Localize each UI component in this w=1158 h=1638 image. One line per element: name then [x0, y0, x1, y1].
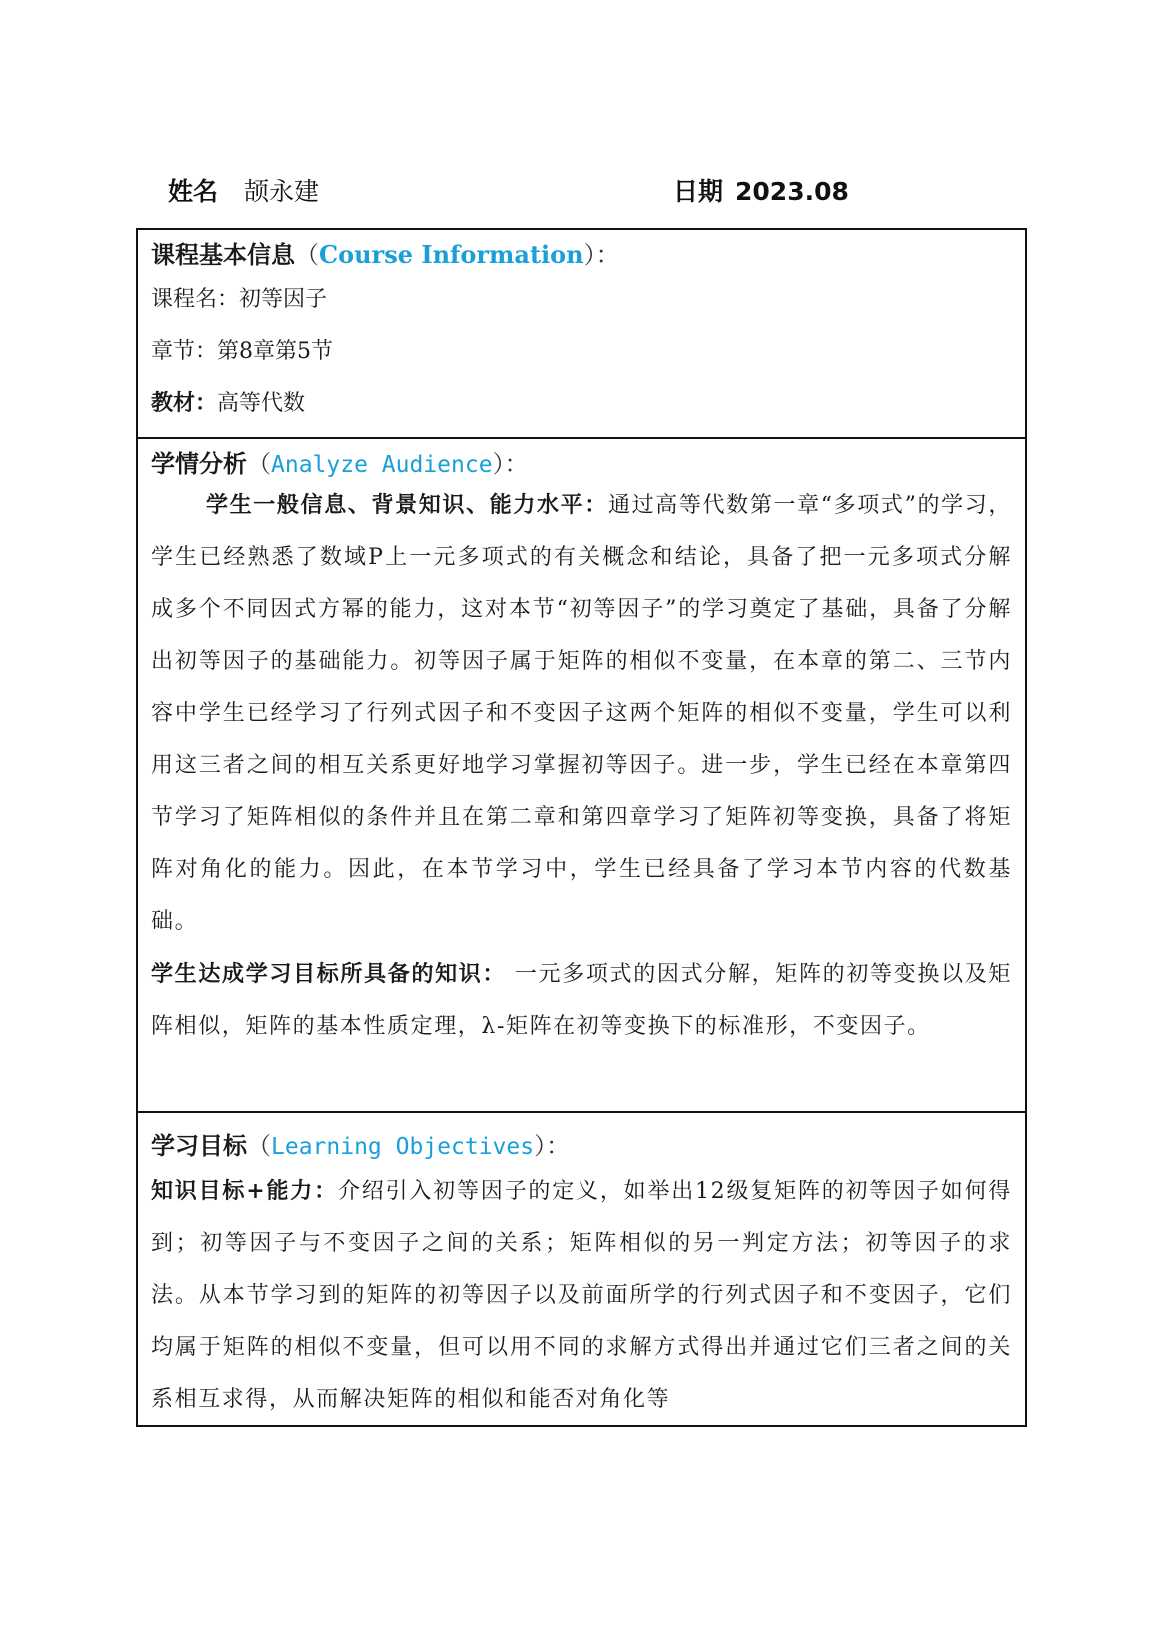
knowledge-objective-paragraph — [151, 1165, 1012, 1426]
date-label: 日期 — [673, 177, 724, 206]
date-value: 2023.08 — [735, 177, 849, 206]
student-background-paragraph — [151, 479, 1012, 948]
textbook-value: 高等代数 — [217, 391, 306, 416]
prerequisite-knowledge-text: 一元多项式的因式分解，矩阵的初等变换以及矩阵相似，矩阵的基本性质定理，λ-矩阵在初等变换下的标准形，不变因子。 — [151, 962, 1012, 1039]
student-background-label: 学生一般信息、背景知识、能力水平： — [206, 492, 608, 518]
name-field — [168, 172, 319, 208]
document-header — [0, 172, 1158, 212]
lesson-plan-table — [136, 228, 1027, 1427]
date-field — [673, 172, 849, 208]
textbook-label: 教材： — [151, 391, 218, 416]
knowledge-objective-label: 知识目标+能力： — [151, 1178, 338, 1204]
audience-analysis-cell — [138, 439, 1025, 1113]
course-name: 课程名：初等因子 — [151, 287, 328, 312]
course-info-title-en: Course Information — [319, 240, 584, 269]
course-info-cell — [138, 230, 1025, 439]
objectives-title: 学习目标（Learning Objectives）： — [151, 1132, 571, 1160]
prerequisite-knowledge-paragraph — [151, 948, 1012, 1053]
name-value: 颉永建 — [244, 177, 320, 206]
objectives-title-en: Learning Objectives — [271, 1134, 535, 1160]
chapter: 章节：第8章第5节 — [151, 339, 333, 364]
audience-title-en: Analyze Audience — [271, 452, 493, 478]
knowledge-objective-text: 介绍引入初等因子的定义，如举出12级复矩阵的初等因子如何得到；初等因子与不变因子之间的关系；矩阵相似的另一判定方法；初等因子的求法。从本节学习到的矩阵的初等因子以及前面所学的行列式因子和不变因子，它们均属于矩阵的相似不变量，但可以用不同的求解方式得出并通过它们三者之间的关系相互求得，从而解决矩阵的相似和能否对角化等 — [151, 1179, 1012, 1412]
textbook — [151, 378, 1012, 430]
learning-objectives-cell — [138, 1113, 1025, 1425]
name-label: 姓名 — [168, 177, 219, 206]
audience-title: 学情分析（Analyze Audience）： — [151, 450, 529, 478]
course-info-title: 课程基本信息（Course Information）： — [151, 240, 620, 269]
prerequisite-knowledge-label: 学生达成学习目标所具备的知识： — [151, 961, 507, 987]
student-background-text: 通过高等代数第一章“多项式”的学习，学生已经熟悉了数域P上一元多项式的有关概念和结论，具备了把一元多项式分解成多个不同因式方幂的能力，这对本节“初等因子”的学习奠定了基础，具备了分解出初等因子的基础能力。初等因子属于矩阵的相似不变量，在本章的第二、三节内容中学生已经学习了行列式因子和不变因子这两个矩阵的相似不变量，学生可以利用这三者之间的相互关系更好地学习掌握初等因子。进一步，学生已经在本章第四节学习了矩阵相似的条件并且在第二章和第四章学习了矩阵初等变换，具备了将矩阵对角化的能力。因此，在本节学习中，学生已经具备了学习本节内容的代数基础。 — [151, 493, 1012, 934]
